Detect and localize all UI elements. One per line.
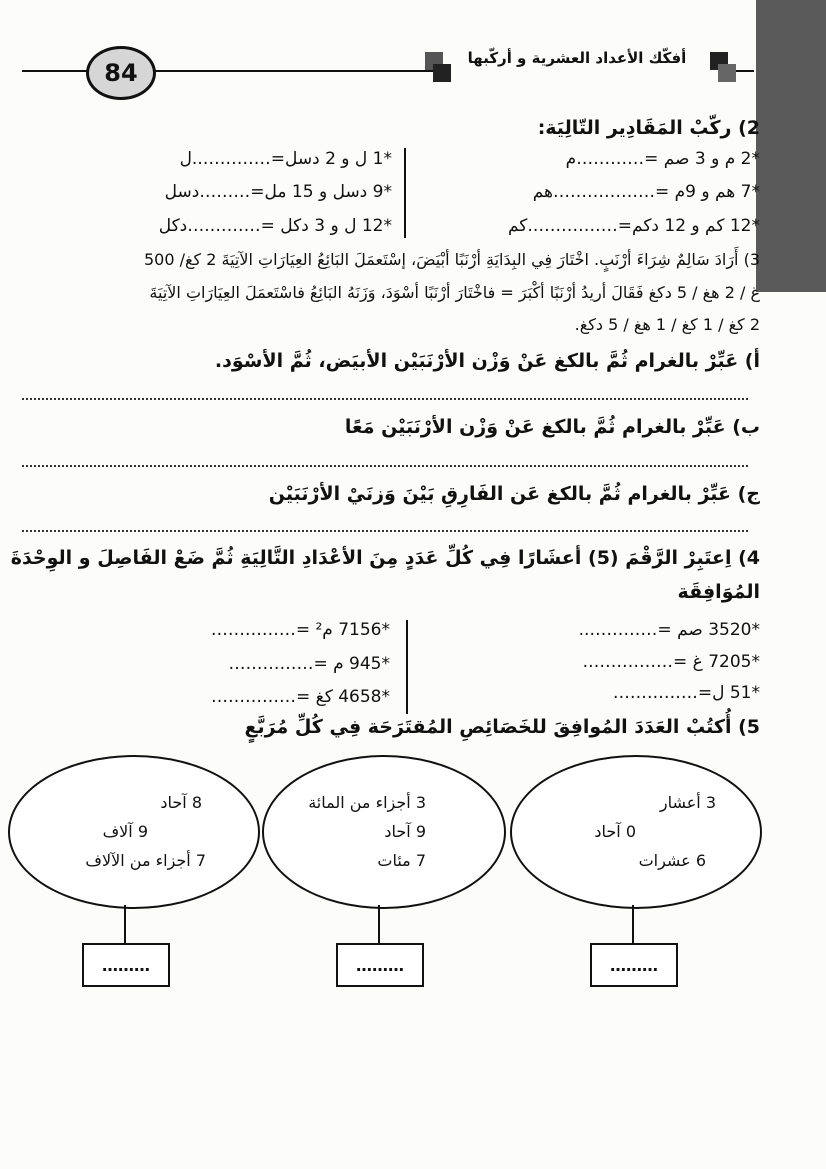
q3-line-3: 2 كغ / 1 كغ / 1 هغ / 5 دكغ. <box>574 315 760 334</box>
q5-heading: 5) أُكتُبْ العَدَدَ المُوافِقَ للخَصَائِصِ المُقتَرَحَة فِي كُلِّ مُرَبَّعٍ <box>244 716 760 738</box>
q4-left-3: *4658 كغ =…………… <box>211 687 390 707</box>
answer-box-1-dots: ……… <box>610 955 658 975</box>
q4-right-2: *7205 غ =……………. <box>582 652 760 672</box>
answer-box-2-dots: ……… <box>356 955 404 975</box>
page-number: 84 <box>104 59 138 87</box>
ellipse-2-line-3: 7 مئات <box>377 851 426 870</box>
ellipse-2-line-2: 9 آحاد <box>384 822 426 841</box>
answer-box-3[interactable] <box>82 943 170 987</box>
answer-box-3-dots: ……… <box>102 955 150 975</box>
q4-divider <box>406 620 408 714</box>
answer-line-a <box>22 398 748 400</box>
side-tab <box>756 0 826 292</box>
chapter-title: أفكّك الأعداد العشرية و أركّبها <box>467 49 687 67</box>
q3-line-2: غ / 2 هغ / 5 دكغ فَقَالَ أريدُ أرْنَبًا أكْبَرَ = فاخْتَارَ أرْنَبًا أسْوَدَ، وَزَنَهُ البَائِعُ فاسْتَعمَلَ العِيَارَاتِ الآتِيَةَ <box>149 283 760 302</box>
answer-line-b <box>22 465 748 467</box>
q2-left-2: *9 دسل و 15 مل=………دسل <box>164 182 392 202</box>
ellipse-1-stem <box>632 905 634 945</box>
q2-right-3: *12 كم و 12 دكم=…………….كم <box>507 216 760 236</box>
q2-heading: 2) ركّبْ المَقَادِير التّالِيَة: <box>537 117 760 139</box>
q4-left-1: *7156 م² =…………… <box>210 620 390 640</box>
q3-part-b: ب) عَبِّرْ بالغرام ثُمَّ بالكغ عَنْ وَزْن الأرْنَبَيْن مَعًا <box>344 416 760 438</box>
q2-right-2: *7 هم و 9م =………………هم <box>532 182 760 202</box>
ellipse-2-line-1: 3 أجزاء من المائة <box>308 793 426 812</box>
header-rule-mid <box>150 70 440 72</box>
ellipse-3-stem <box>124 905 126 945</box>
answer-box-2[interactable] <box>336 943 424 987</box>
q2-left-1: *1 ل و 2 دسل=…………..ل <box>179 149 392 169</box>
header-rule-left <box>22 70 88 72</box>
answer-box-1[interactable] <box>590 943 678 987</box>
q4-right-3: *51 ل=…………… <box>612 683 760 703</box>
ellipse-3-line-1: 8 آحاد <box>160 793 202 812</box>
q4-heading-2: المُوَافِقَة <box>677 581 760 603</box>
ellipse-1-line-2: 0 آحاد <box>594 822 636 841</box>
q3-part-a: أ) عَبِّرْ بالغرام ثُمَّ بالكغ عَنْ وَزْن الأرْنَبَيْن الأبيَض، ثُمَّ الأسْوَد. <box>214 350 760 372</box>
q4-left-2: *945 م =…………… <box>228 654 390 674</box>
q4-right-1: *3520 صم =………….. <box>578 620 760 640</box>
q2-divider <box>404 148 406 238</box>
header-square-4 <box>718 64 736 82</box>
header-rule-right <box>736 70 754 72</box>
answer-line-c <box>22 530 748 532</box>
q2-left-3: *12 ل و 3 دكل =……….…دكل <box>158 216 392 236</box>
page-number-badge <box>86 46 156 100</box>
q4-heading-1: 4) اِعتَبِرْ الرَّقْمَ (5) أعشَارًا فِي كُلِّ عَدَدٍ مِنَ الأعْدَادِ التَّالِيَةِ ثُمَّ ضَعْ الفَاصِلَ و الوِحْدَةَ <box>10 547 760 569</box>
q2-right-1: *2 م و 3 صم =…………م <box>565 149 760 169</box>
ellipse-1 <box>510 755 762 909</box>
ellipse-1-line-3: 6 عشرات <box>638 851 706 870</box>
ellipse-2-stem <box>378 905 380 945</box>
ellipse-3-line-2: 9 آلاف <box>102 822 148 841</box>
ellipse-1-line-1: 3 أعشار <box>659 793 716 812</box>
q3-line-1: 3) أَرَادَ سَالِمٌ شِرَاءَ أرْنَبٍ. اخْتَارَ فِي البِدَايَةِ أرْنَبًا أبْيَضَ، إسْتَعمَلَ البَائِعُ العِيَارَاتِ الآتِيَةَ 2 كغ/ 500 <box>144 250 760 269</box>
ellipse-3-line-3: 7 أجزاء من الآلاف <box>85 851 206 870</box>
q3-part-c: ج) عَبِّرْ بالغرام ثُمَّ بالكغ عَن الفَارِقِ بَيْنَ وَزنَيْ الأرْنَبَيْن <box>268 483 760 505</box>
